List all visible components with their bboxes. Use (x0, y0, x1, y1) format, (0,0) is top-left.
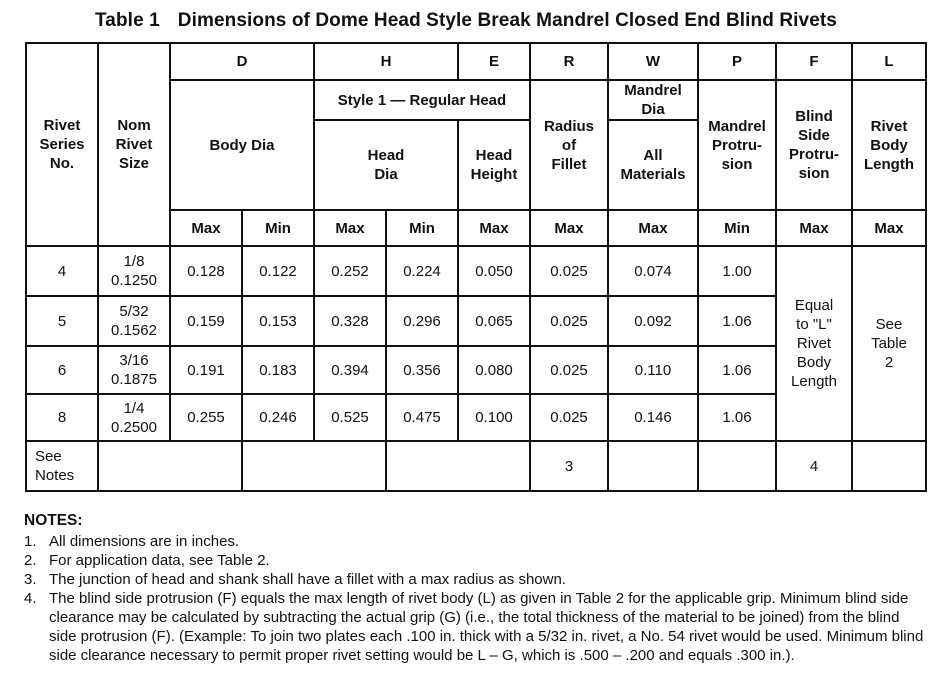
note-number: 3. (24, 571, 37, 588)
table-title (0, 10, 932, 32)
header-letter-r: R (530, 43, 608, 80)
header-style: Style 1 — Regular Head (314, 80, 530, 120)
header-rivet-series: Rivet Series No. (26, 43, 98, 246)
cell-see-notes: See Notes (26, 441, 98, 491)
cell-p: 1.06 (698, 394, 776, 441)
cell-e: 0.080 (458, 346, 530, 394)
cell-size (98, 246, 170, 296)
cell-series: 5 (26, 296, 98, 346)
note-number: 2. (24, 552, 37, 569)
cell-r: 0.025 (530, 346, 608, 394)
header-body-dia: Body Dia (170, 80, 314, 210)
header-nom-size: Nom Rivet Size (98, 43, 170, 246)
note-item (24, 570, 929, 589)
note-item (24, 532, 929, 551)
cell-p: 1.06 (698, 296, 776, 346)
note-text: The blind side protrusion (F) equals the max length of rivet body (L) as given in Table 2 for the applicable grip. Minimum blind side clearance may be calculated by subtracting the actual grip (G) (i.e., the total thickness of the material to be joined) from the blind side protrusion (F). (Example: To join two plates each .100 in. thick with a 5/32 in. rivet, a No. 54 rivet would be used. Minimum blind side clearance necessary to permit proper rivet setting would be L – G, which is .500 – .200 and equals .300 in.). (49, 590, 924, 664)
notes-list (24, 532, 929, 665)
limit-r-max: Max (530, 210, 608, 246)
cell-empty (698, 441, 776, 491)
cell-size-decimal: 0.1875 (111, 371, 157, 388)
note-number: 4. (24, 590, 37, 607)
cell-empty (386, 441, 530, 491)
cell-empty (608, 441, 698, 491)
notes-heading: NOTES: (24, 512, 83, 529)
cell-l-merged: See Table 2 (852, 246, 926, 441)
limit-d-max: Max (170, 210, 242, 246)
cell-series: 6 (26, 346, 98, 394)
cell-d-min: 0.246 (242, 394, 314, 441)
cell-d-max: 0.255 (170, 394, 242, 441)
cell-d-min: 0.122 (242, 246, 314, 296)
cell-size-decimal: 0.2500 (111, 418, 157, 436)
note-number: 1. (24, 533, 37, 550)
cell-w: 0.110 (608, 346, 698, 394)
cell-series: 4 (26, 246, 98, 296)
cell-r: 0.025 (530, 394, 608, 441)
cell-h-max: 0.394 (314, 346, 386, 394)
see-notes-row (26, 441, 926, 491)
cell-h-min: 0.475 (386, 394, 458, 441)
cell-empty (852, 441, 926, 491)
table-title-text: Dimensions of Dome Head Style Break Mandrel Closed End Blind Rivets (177, 10, 837, 31)
limit-f-max: Max (776, 210, 852, 246)
cell-w: 0.146 (608, 394, 698, 441)
cell-d-min: 0.183 (242, 346, 314, 394)
header-letter-e: E (458, 43, 530, 80)
cell-h-min: 0.296 (386, 296, 458, 346)
note-text: For application data, see Table 2. (49, 552, 270, 569)
header-head-height: Head Height (458, 120, 530, 210)
cell-r-note: 3 (530, 441, 608, 491)
cell-size-fraction: 5/32 (119, 303, 149, 320)
notes-section (24, 511, 929, 665)
header-head-dia: Head Dia (314, 120, 458, 210)
cell-series: 8 (26, 394, 98, 441)
cell-e: 0.100 (458, 394, 530, 441)
header-mandrel-dia: Mandrel Dia (608, 80, 698, 120)
table-number: Table 1 (95, 10, 160, 31)
header-blind-side: Blind Side Protru- sion (776, 80, 852, 210)
limit-h-max: Max (314, 210, 386, 246)
cell-empty (98, 441, 242, 491)
note-item (24, 589, 929, 665)
cell-e: 0.050 (458, 246, 530, 296)
cell-h-max: 0.328 (314, 296, 386, 346)
cell-h-max: 0.525 (314, 394, 386, 441)
dimensions-table (25, 42, 927, 492)
note-item (24, 551, 929, 570)
cell-d-max: 0.128 (170, 246, 242, 296)
cell-size-fraction: 3/16 (119, 352, 149, 369)
limit-w-max: Max (608, 210, 698, 246)
header-letter-p: P (698, 43, 776, 80)
limit-e-max: Max (458, 210, 530, 246)
note-text: All dimensions are in inches. (49, 533, 240, 550)
limit-h-min: Min (386, 210, 458, 246)
cell-size (98, 296, 170, 346)
cell-d-max: 0.191 (170, 346, 242, 394)
cell-r: 0.025 (530, 246, 608, 296)
cell-f-note: 4 (776, 441, 852, 491)
cell-w: 0.092 (608, 296, 698, 346)
header-all-materials: All Materials (608, 120, 698, 210)
cell-h-min: 0.224 (386, 246, 458, 296)
cell-size (98, 394, 170, 441)
table-row (26, 246, 926, 296)
cell-h-min: 0.356 (386, 346, 458, 394)
cell-h-max: 0.252 (314, 246, 386, 296)
cell-empty (242, 441, 386, 491)
cell-w: 0.074 (608, 246, 698, 296)
header-letter-d: D (170, 43, 314, 80)
header-letter-h: H (314, 43, 458, 80)
cell-d-max: 0.159 (170, 296, 242, 346)
header-letter-l: L (852, 43, 926, 80)
limit-p-min: Min (698, 210, 776, 246)
cell-size-fraction: 1/8 (123, 253, 145, 270)
cell-f-merged: Equal to "L" Rivet Body Length (776, 246, 852, 441)
header-letter-w: W (608, 43, 698, 80)
cell-size-fraction: 1/4 (123, 399, 145, 417)
cell-p: 1.06 (698, 346, 776, 394)
cell-size-decimal: 0.1250 (111, 272, 157, 289)
header-body-length: Rivet Body Length (852, 80, 926, 210)
cell-r: 0.025 (530, 296, 608, 346)
limit-d-min: Min (242, 210, 314, 246)
cell-e: 0.065 (458, 296, 530, 346)
header-mandrel-protrusion: Mandrel Protru- sion (698, 80, 776, 210)
limit-l-max: Max (852, 210, 926, 246)
header-letter-f: F (776, 43, 852, 80)
cell-size (98, 346, 170, 394)
note-text: The junction of head and shank shall have a fillet with a max radius as shown. (49, 571, 566, 588)
header-radius: Radius of Fillet (530, 80, 608, 210)
cell-p: 1.00 (698, 246, 776, 296)
cell-size-decimal: 0.1562 (111, 322, 157, 339)
cell-d-min: 0.153 (242, 296, 314, 346)
